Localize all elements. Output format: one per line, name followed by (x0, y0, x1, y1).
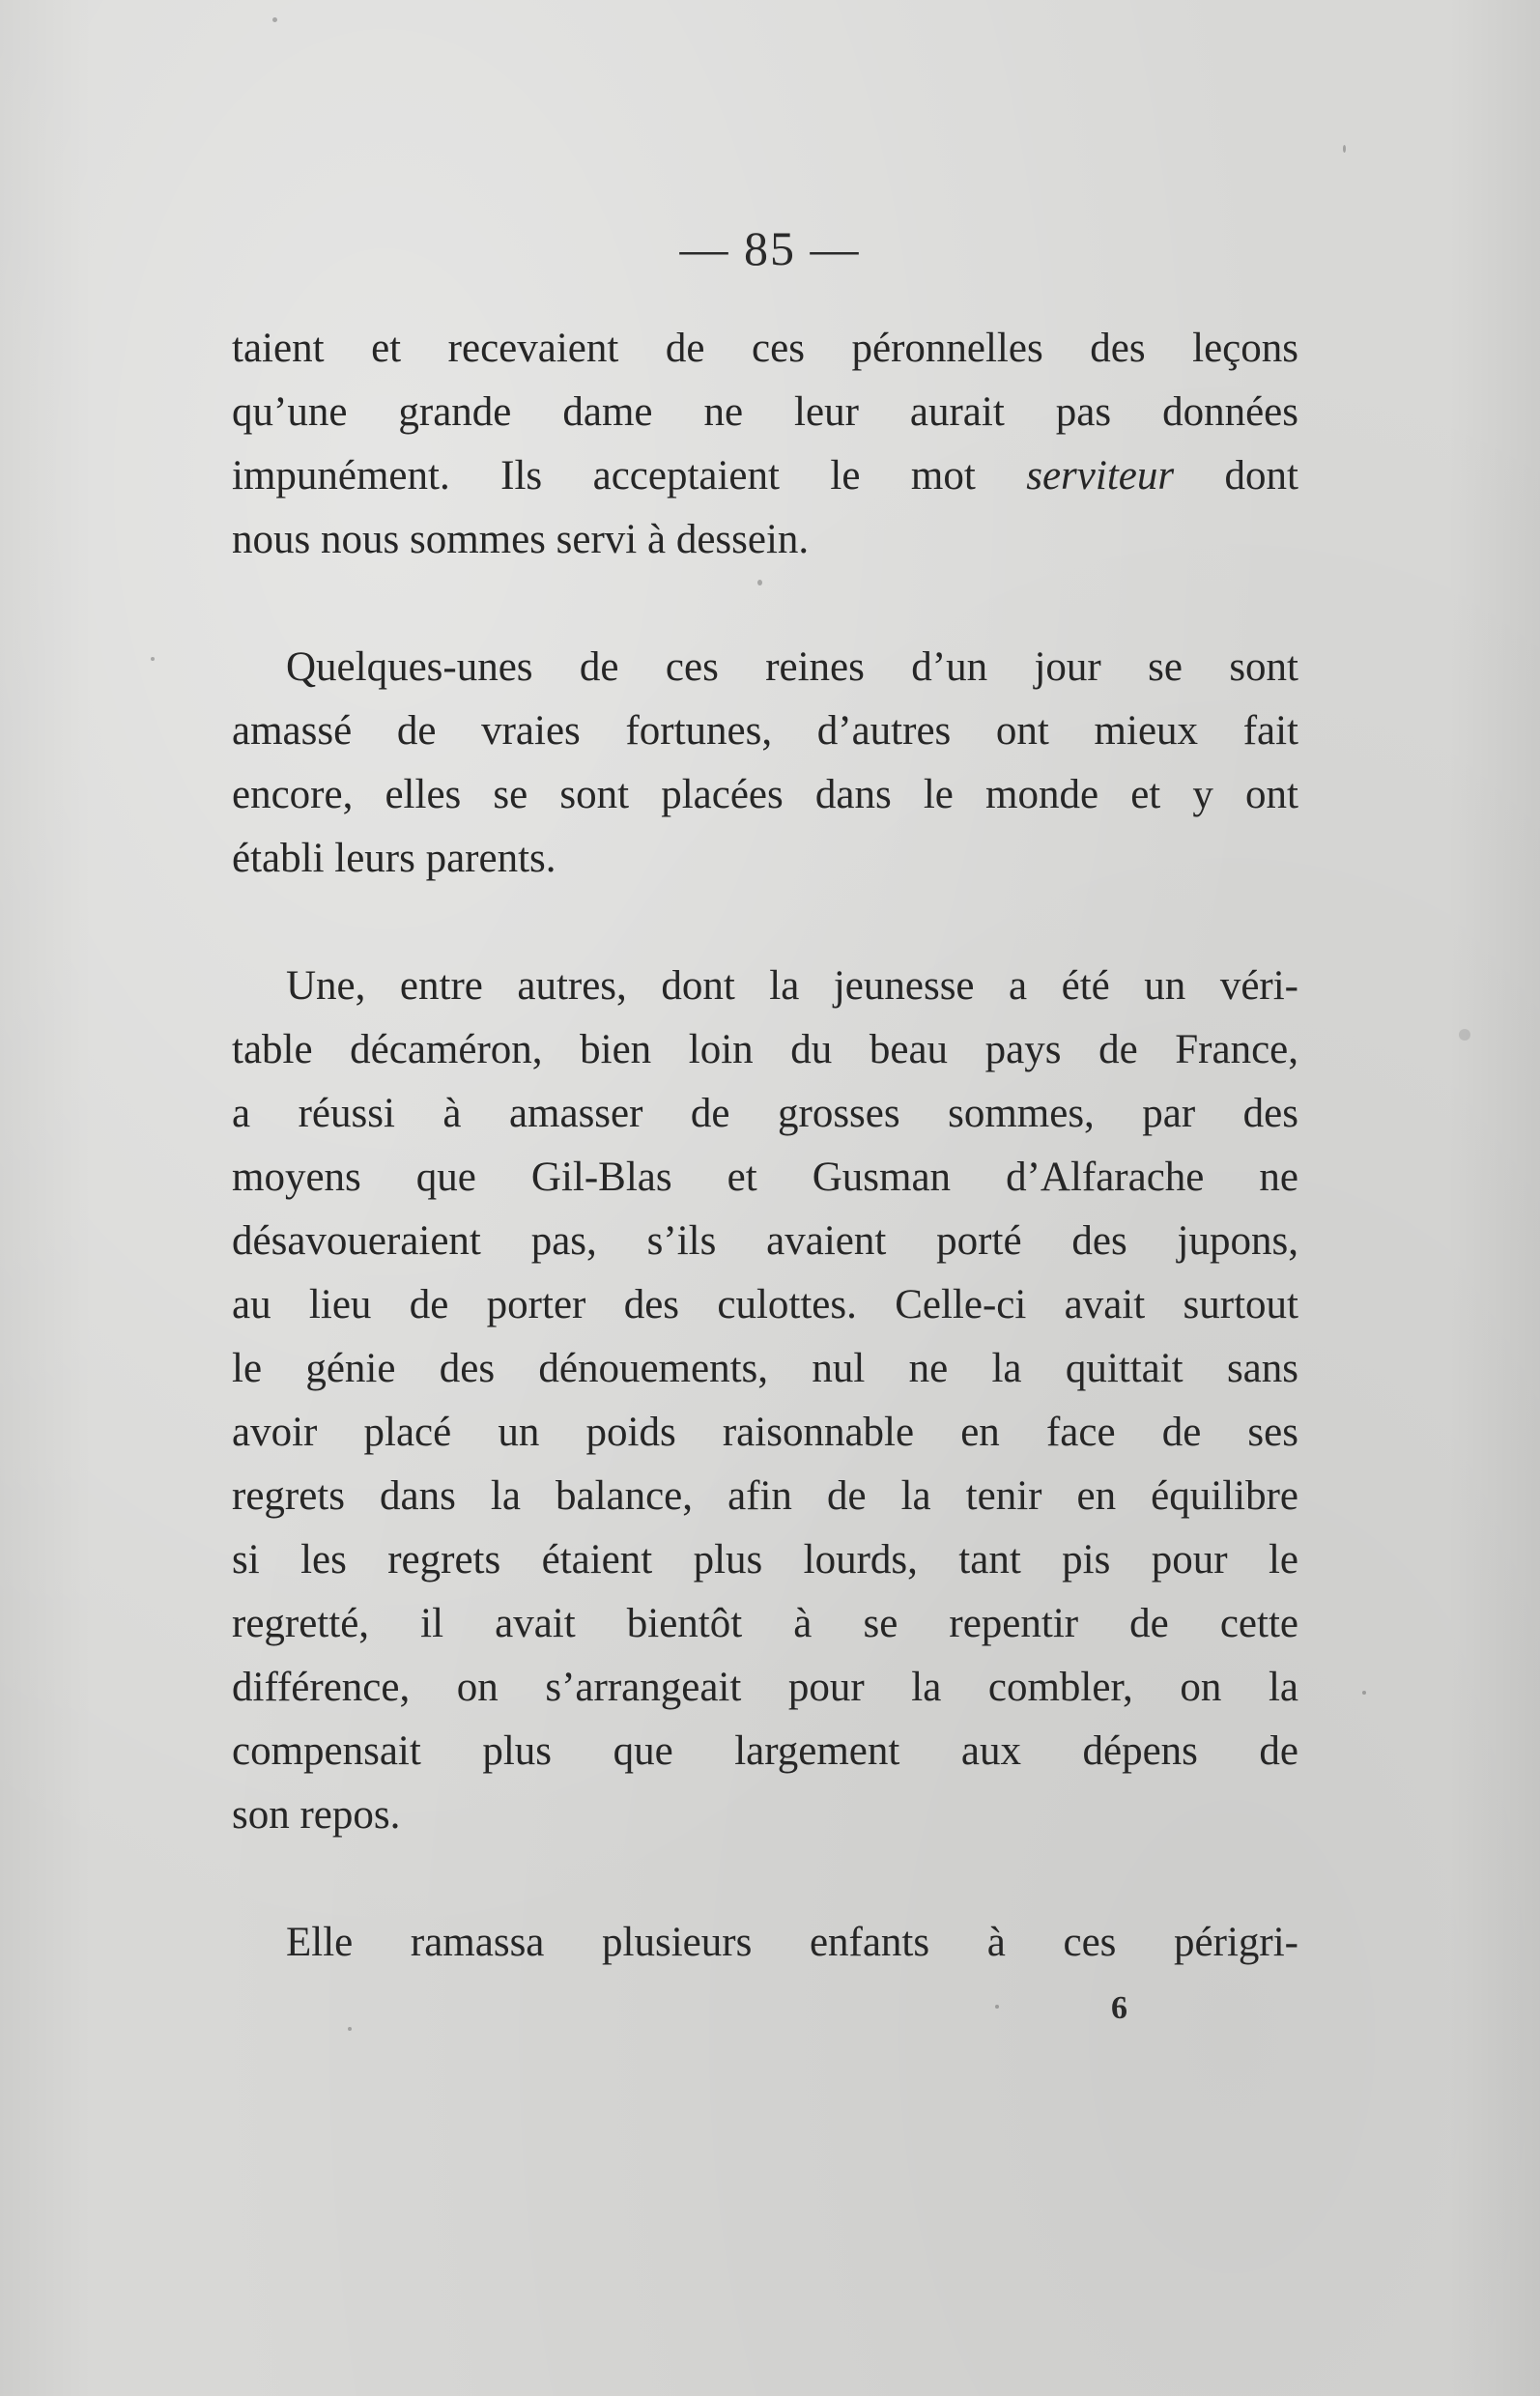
paragraph-gap (232, 1847, 1298, 1911)
text-line: si les regrets étaient plus lourds, tant pis pour le (232, 1537, 1298, 1583)
text-line: taient et recevaient de ces péronnelles des leçons (232, 326, 1298, 371)
paper-speck (348, 2027, 352, 2031)
text-line: moyens que Gil-Blas et Gusman d’Alfarache ne (232, 1155, 1298, 1200)
text-line: le génie des dénouements, nul ne la quittait sans (232, 1346, 1298, 1391)
text-line: impunément. Ils acceptaient le mot serviteur dont (232, 453, 1298, 499)
text-line: établi leurs parents. (232, 836, 556, 881)
paragraph-1 (232, 317, 1298, 572)
paper-speck (1343, 145, 1346, 153)
text-line: encore, elles se sont placées dans le monde et y ont (232, 772, 1298, 817)
paper-speck (272, 17, 277, 22)
paper-speck (1459, 1029, 1470, 1041)
paper-speck (151, 657, 155, 661)
text-line: regretté, il avait bientôt à se repentir de cette (232, 1601, 1298, 1646)
paragraph-3 (232, 955, 1298, 1847)
text-line: avoir placé un poids raisonnable en face de ses (232, 1410, 1298, 1455)
text-line: nous nous sommes servi à dessein. (232, 517, 810, 562)
paragraph-gap (232, 572, 1298, 636)
text-line: table décaméron, bien loin du beau pays de France, (232, 1027, 1298, 1072)
text-line: Une, entre autres, dont la jeunesse a été un véri- (286, 963, 1298, 1009)
paper-speck (757, 580, 762, 585)
text-line: désavoueraient pas, s’ils avaient porté des jupons, (232, 1218, 1298, 1264)
signature-mark: 6 (1111, 1990, 1127, 2026)
text-line: a réussi à amasser de grosses sommes, par des (232, 1091, 1298, 1136)
text-line: qu’une grande dame ne leur aurait pas données (232, 389, 1298, 435)
text-line: Elle ramassa plusieurs enfants à ces périgri- (286, 1920, 1298, 1965)
text-line: regrets dans la balance, afin de la tenir en équilibre (232, 1473, 1298, 1519)
text-line: au lieu de porter des culottes. Celle-ci avait surtout (232, 1282, 1298, 1327)
paragraph-2 (232, 636, 1298, 891)
text-line: différence, on s’arrangeait pour la combler, on la (232, 1665, 1298, 1710)
page-number: — 85 — (679, 221, 861, 275)
paper-speck (995, 2005, 999, 2009)
paragraph-4 (232, 1911, 1298, 1975)
text-line: son repos. (232, 1792, 401, 1838)
text-line: Quelques-unes de ces reines d’un jour se sont (286, 644, 1298, 690)
text-line: amassé de vraies fortunes, d’autres ont mieux fait (232, 708, 1298, 754)
paper-speck (1362, 1691, 1366, 1695)
paragraph-gap (232, 891, 1298, 955)
body-text (232, 317, 1298, 1975)
italic-word: serviteur (1026, 453, 1175, 499)
text-line: compensait plus que largement aux dépens de (232, 1728, 1298, 1774)
